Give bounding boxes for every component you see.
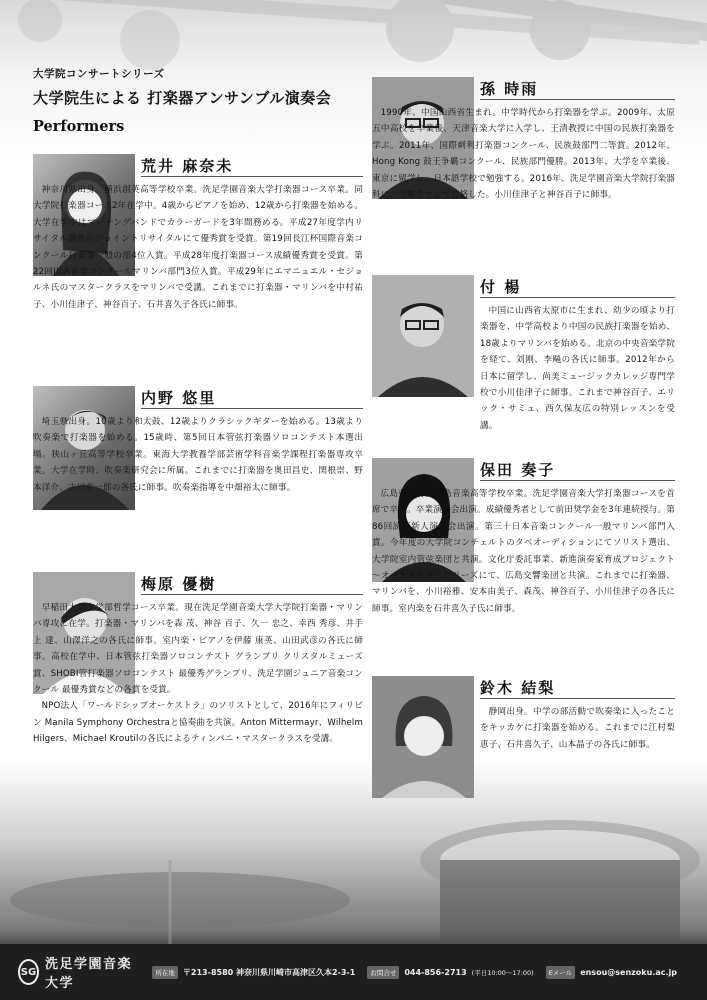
phone-hours: (平日10:00〜17:00) xyxy=(471,968,534,977)
email-tag: Eメール xyxy=(546,966,575,979)
address xyxy=(152,966,355,979)
bio-paragraph: 早稲田大学文学部哲学コース卒業。現在洗足学園音楽大学大学院打楽器・マリンバ専攻に在学。打楽器・マリンバを森 茂、神谷 百子、久一 忠之、幸西 秀彦、井手上 達、山澤洋之の各氏に師事。室内楽・ピアノを伊藤 康英、山田武彦の各氏に師事。高校在学中、日本管弦打楽器ソロコンテスト グランプリ クリスタルミューズ賞、SHOBI管打楽器ソロコンテスト 最優秀グランプリ、洗足学園ジュニア音楽コンクール 最優秀賞などの各賞を受賞。 xyxy=(33,603,363,696)
address-tag: 所在地 xyxy=(152,966,178,979)
phone xyxy=(367,966,533,979)
performer-bio xyxy=(480,704,675,753)
concert-title: 大学院生による 打楽器アンサンブル演奏会 xyxy=(33,89,332,107)
performer-name: 孫 時雨 xyxy=(480,80,539,98)
performer-name: 付 楊 xyxy=(480,278,522,296)
performers-heading: Performers xyxy=(33,118,125,135)
performer-bio xyxy=(372,486,675,617)
performer-bio xyxy=(33,414,363,496)
performer-bio xyxy=(33,182,363,313)
phone-link[interactable]: 044-856-2713 xyxy=(404,967,467,977)
name-rule xyxy=(480,99,675,100)
performer-name: 梅原 優樹 xyxy=(141,575,217,593)
performer-photo-suzuki xyxy=(372,676,474,798)
school-name: 洗足学園音楽大学 xyxy=(44,957,132,991)
bio-paragraph: NPO法人「ワールドシップオーケストラ」のソリストとして、2016年にフィリピン Manila Symphony Orchestraと協奏曲を共演。Anton Mittermayr、Wilhelm Hilgers、Michael Kroutilの各氏によるティンパニ・マスタークラスを受講。 xyxy=(33,701,363,745)
performer-bio xyxy=(480,303,675,434)
concert-series-label: 大学院コンサートシリーズ xyxy=(33,68,165,80)
performer-name: 保田 奏子 xyxy=(480,461,556,479)
name-rule xyxy=(480,297,675,298)
email xyxy=(546,966,677,979)
performer-bio xyxy=(372,105,675,203)
performer-name: 鈴木 結梨 xyxy=(480,679,556,697)
bio-paragraph: 広島県出身。広島音楽高等学校卒業。洗足学園音楽大学打楽器コースを首席で卒業。卒業演奏会出演。成績優秀者として前田奨学金を3年連続授与。第86回読売新人演奏会出演。第三十日本音楽コンクール一般マリンバ部門入賞。今年度の大学院コンチェルトのタベオーディションにてソリスト選出、大学院室内管弦楽団と共演。文化庁委託事業、新進演奏家育成プロジェクト～オーケストラ・シリーズにて、広島交響楽団と共演。これまでに打楽器、マリンバを、小川裕雅、安本由美子、森茂、神谷百子、小川佳津子の各氏に師事。室内楽を石井喜久子氏に師事。 xyxy=(372,489,675,614)
performer-name: 内野 悠里 xyxy=(141,389,217,407)
performer-bio xyxy=(33,600,363,748)
bio-paragraph: 1990年、中国山西省生まれ。中学時代から打楽器を学ぶ。2009年、太原五中高校を卒業後、天津音楽大学に入学し、王清教授に中国の民族打楽器を学ぶ。2011年、国際刺利打楽器コンクール、民族鼓部門二等賞。2012年、Hong Kong 鼓王争覇コンクール、民族部門優勝。2013年、大学を卒業後、東京に留学し、日本語学校で勉強する。2016年、洗足学園音楽大学院打楽器科に、受験者として合格した。小川佳津子と神谷百子に師事。 xyxy=(372,108,675,201)
bio-paragraph: 埼玉県出身。10歳より和太鼓、12歳よりクラシックギターを始める。13歳より吹奏楽で打楽器を始める。15歳時、第5回日本管弦打楽器ソロコンテスト本選出場。狭山ヶ丘高等学校卒業。東海大学教養学部芸術学科音楽学課程打楽器専攻卒業。大学在学時、吹奏楽研究会に所属。これまでに打楽器を奥田昌史、関根崇、野本洋介、古川玄一郎の各氏に師事。吹奏楽指導を中畑裕太に師事。 xyxy=(33,417,363,493)
footer xyxy=(0,944,707,1000)
address-text: 〒213-8580 神奈川県川崎市高津区久本2-3-1 xyxy=(182,967,356,977)
name-rule xyxy=(480,480,675,481)
logo-icon: SG xyxy=(18,959,39,985)
name-rule xyxy=(141,594,363,595)
name-rule xyxy=(480,698,675,699)
school-logo xyxy=(18,953,134,991)
bio-paragraph: 中国に山西省太原市に生まれ、幼少の頃より打楽器を、中学高校より中国の民族打楽器を始め、18歳よりマリンバを始める。北京の中央音楽学院を経て、刘刚、李飚の各氏に師事。2012年から日本に留学し、尚美ミュージックカレッジ専門学校で小川佳津子に師事。これまで神谷百子、エリック・サミュ、西久保友広の特別レッスンを受講。 xyxy=(480,306,675,431)
header xyxy=(33,66,363,135)
performer-name: 荒井 麻奈未 xyxy=(141,157,234,175)
email-link[interactable]: ensou@senzoku.ac.jp xyxy=(580,967,677,977)
name-rule xyxy=(141,408,363,409)
bio-paragraph: 静岡出身。中学の部活動で吹奏楽に入ったことをキッカケに打楽器を始める。これまでに江村梨恵子、石井喜久子、山本晶子の各氏に師事。 xyxy=(480,707,675,750)
performer-photo-fu xyxy=(372,275,474,397)
bio-paragraph: 神奈川県出身。横浜創英高等学校卒業。洗足学園音楽大学打楽器コース卒業。同大学院打楽器コース2年在学中。4歳からピアノを始め、12歳から打楽器を始める。大学在学中はマーチングバンドでカラーガードを3年間務める。平成27年度学内リサイタル講座のジョイントリサイタルにて優秀賞を受賞。第19回長江杯国際音楽コンクール打楽器一般の部4位入賞。平成28年度打楽器コース成績優秀賞を受賞。第22回JILA音楽コンクールマリンバ部門3位入賞。平成29年にエマニュエル・セジョルネ氏のマスタークラスをマリンバで受講。これまでに打楽器・マリンバを中村祐子、小川佳津子、神谷百子、石井喜久子各氏に師事。 xyxy=(33,185,363,310)
phone-tag: お問合せ xyxy=(367,966,399,979)
name-rule xyxy=(141,176,363,177)
